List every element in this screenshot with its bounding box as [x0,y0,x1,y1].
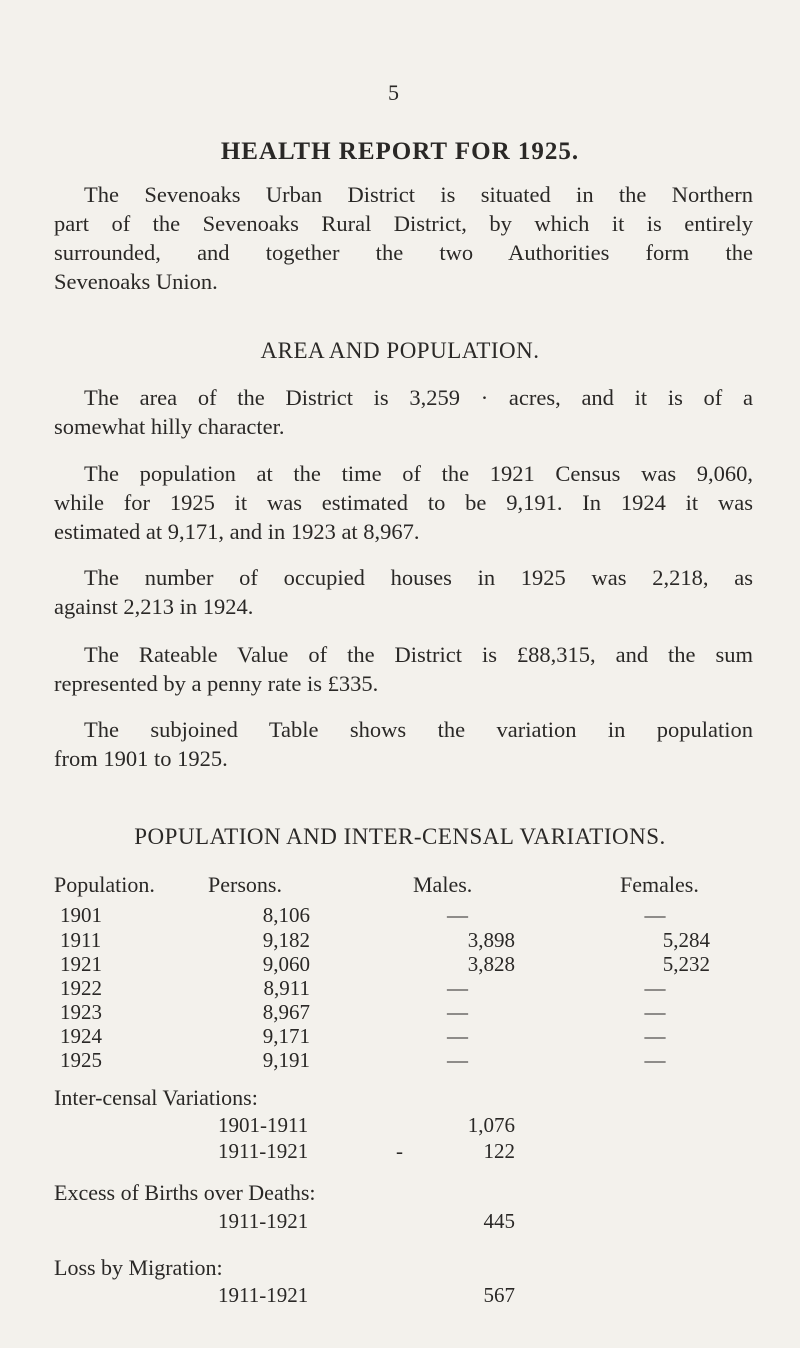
text-line: The Sevenoaks Urban District is situated in the Northern [84,182,753,207]
text-line: The population at the time of the 1921 Census was 9,060, [84,461,753,486]
row-females: 5,284 [662,928,710,952]
row-persons: 8,911 [263,976,310,1000]
row-persons: 9,060 [262,952,310,976]
text-line: represented by a penny rate is £335. [54,671,379,696]
rateable-value-paragraph [54,640,753,698]
text-line: against 2,213 in 1924. [54,594,254,619]
section-heading-area-population: AREA AND POPULATION. [260,338,540,363]
population-paragraph [54,459,753,546]
row-year: 1901 [60,903,102,927]
row-males: — [447,903,468,927]
row-females: 5,232 [662,952,710,976]
houses-paragraph [54,563,753,621]
row-females: — [644,903,666,927]
text-line: surrounded, and together the two Authorities form the [54,240,753,265]
area-paragraph [54,383,753,441]
row-males: — [447,976,468,1000]
migration-period: 1911-1921 [218,1283,309,1307]
row-year: 1922 [60,976,102,1000]
intercensal-period: 1901-1911 [218,1113,309,1137]
births-value: 445 [483,1209,515,1233]
migration-value: 567 [483,1283,515,1307]
table-intro-paragraph [54,715,753,773]
intro-paragraph [54,180,753,296]
row-year: 1925 [60,1048,102,1072]
table-heading: POPULATION AND INTER-CENSAL VARIATIONS. [134,824,666,849]
page-number: 5 [388,80,399,105]
row-females: — [644,1000,666,1024]
row-persons: 9,191 [262,1048,310,1072]
column-header-females: Females. [620,872,699,897]
row-year: 1921 [60,952,102,976]
row-year: 1924 [60,1024,102,1048]
intercensal-value: 1,076 [467,1113,515,1137]
row-males: — [447,1024,468,1048]
text-line: part of the Sevenoaks Rural District, by which it is entirely [54,211,753,236]
migration-label: Loss by Migration: [54,1255,223,1280]
intercensal-sign: - [396,1139,403,1163]
intercensal-label: Inter-censal Variations: [54,1085,258,1110]
text-line: while for 1925 it was estimated to be 9,191. In 1924 it was [54,490,753,515]
intercensal-value: 122 [483,1139,515,1163]
text-line: The area of the District is 3,259 · acres, and it is of a [84,385,753,410]
row-persons: 9,171 [262,1024,310,1048]
row-persons: 8,106 [262,903,310,927]
row-persons: 9,182 [262,928,310,952]
text-line: somewhat hilly character. [54,414,285,439]
row-females: — [644,1048,666,1072]
row-year: 1923 [60,1000,102,1024]
row-females: — [644,1024,666,1048]
column-header-persons: Persons. [208,872,282,897]
row-persons: 8,967 [262,1000,310,1024]
text-line: The number of occupied houses in 1925 was 2,218, as [84,565,753,590]
row-males: 3,828 [467,952,515,976]
row-males: — [447,1000,468,1024]
row-males: 3,898 [467,928,515,952]
report-title: HEALTH REPORT FOR 1925. [220,138,580,165]
text-line: from 1901 to 1925. [54,746,228,771]
text-line: estimated at 9,171, and in 1923 at 8,967. [54,519,420,544]
births-period: 1911-1921 [218,1209,309,1233]
text-line: The Rateable Value of the District is £88,315, and the sum [84,642,753,667]
text-line: The subjoined Table shows the variation in population [84,717,753,742]
row-year: 1911 [60,928,102,952]
births-label: Excess of Births over Deaths: [54,1180,316,1205]
row-females: — [644,976,666,1000]
column-header-population: Population. [54,872,155,897]
column-header-males: Males. [413,872,473,897]
row-males: — [447,1048,468,1072]
text-line: Sevenoaks Union. [54,269,218,294]
intercensal-period: 1911-1921 [218,1139,309,1163]
